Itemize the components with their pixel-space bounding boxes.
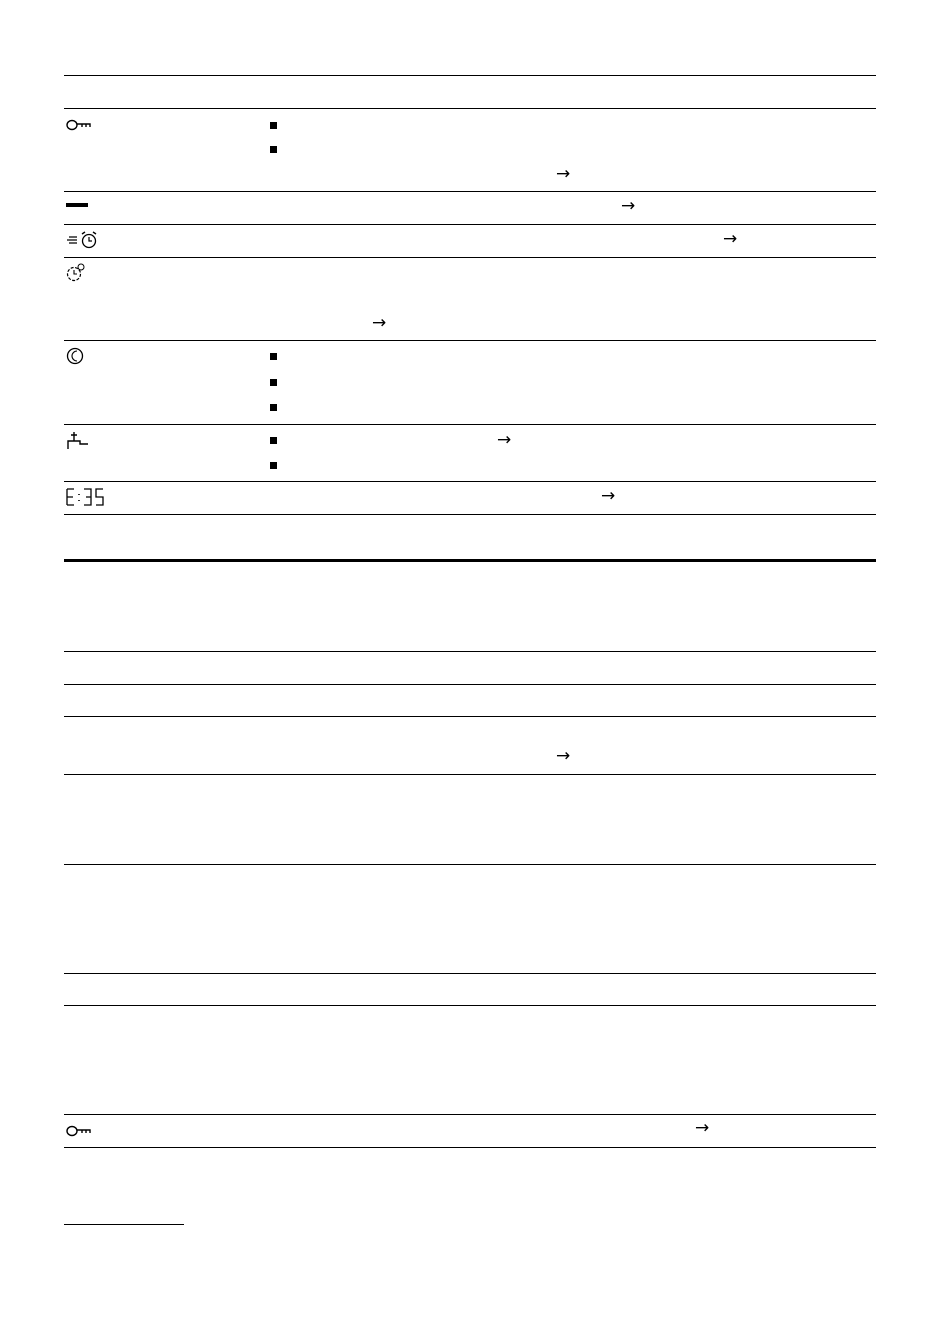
reference-arrow: → [556,746,571,766]
row-rule [64,1147,876,1148]
row-rule [64,864,876,865]
reference-arrow: → [556,164,571,184]
row-rule [64,424,876,425]
water-tap-icon [66,430,90,450]
key-icon [66,1125,92,1137]
table-top-rule [64,75,876,76]
reference-arrow: → [723,229,738,249]
row-rule [64,1005,876,1006]
row-rule [64,684,876,685]
row-rule [64,481,876,482]
row-rule [64,973,876,974]
row-rule [64,257,876,258]
row-rule [64,716,876,717]
reference-arrow: → [621,196,636,216]
reference-arrow: → [497,430,512,450]
segment-display-icon [65,488,105,506]
bullet-marker [270,353,277,360]
bullet-marker [270,122,277,129]
row-rule [64,340,876,341]
key-icon [66,119,92,131]
bullet-marker [270,437,277,444]
row-rule [64,774,876,775]
row-rule [64,514,876,515]
row-rule [64,224,876,225]
fast-forward-alarm-icon [66,231,102,249]
bullet-marker [270,404,277,411]
dash-icon [66,203,88,207]
row-rule [64,1114,876,1115]
reference-arrow: → [601,486,616,506]
row-rule [64,651,876,652]
moon-icon [66,347,86,365]
bullet-marker [270,146,277,153]
row-rule [64,108,876,109]
row-rule [64,191,876,192]
section-divider [64,559,876,562]
footnote-rule [64,1224,184,1225]
reference-arrow: → [372,313,387,333]
bullet-marker [270,462,277,469]
clock-delay-icon [66,263,86,283]
bullet-marker [270,379,277,386]
reference-arrow: → [695,1118,710,1138]
